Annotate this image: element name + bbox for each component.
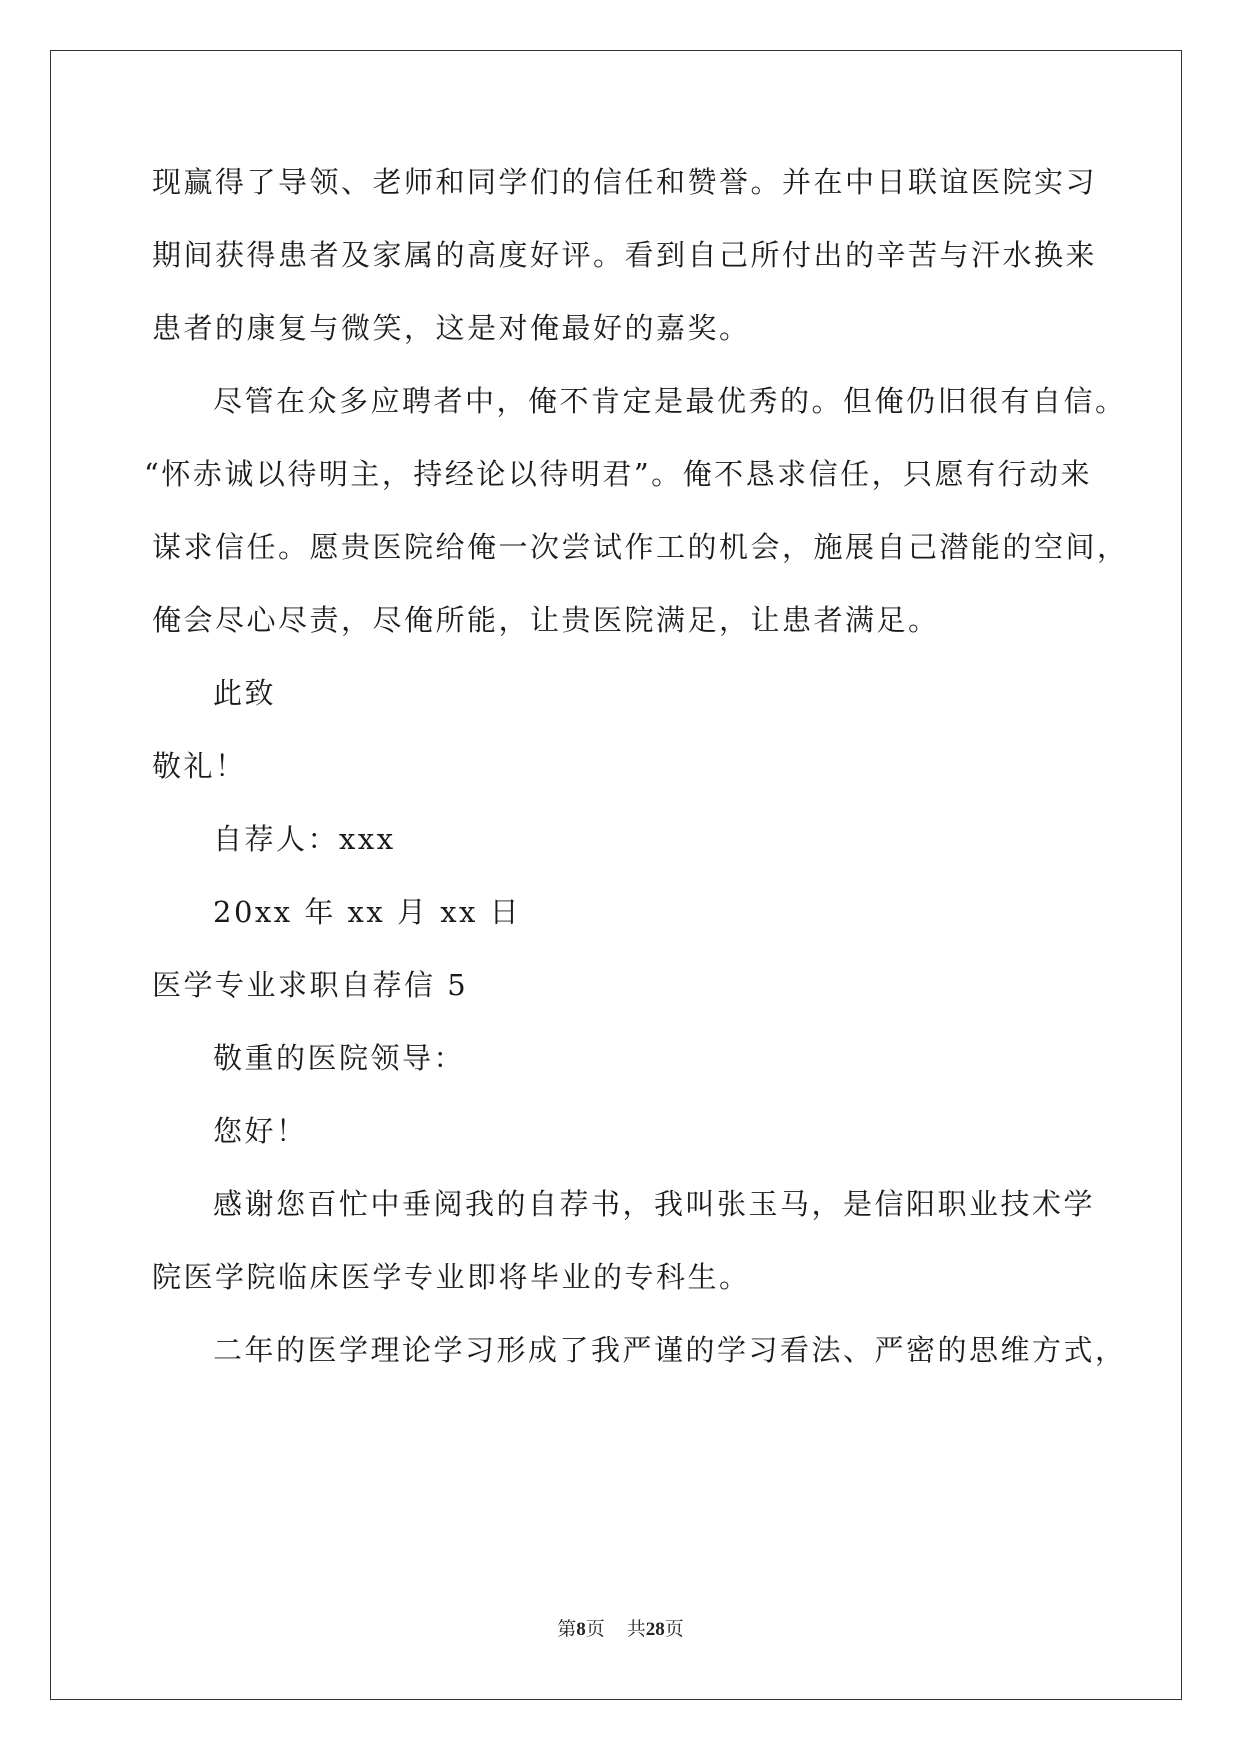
greeting-line: 敬重的医院领导： (213, 1041, 466, 1075)
footer-total-suffix: 页 (664, 1619, 684, 1640)
footer-total-prefix: 共 (626, 1619, 646, 1640)
closing-regards: 敬礼！ (152, 749, 247, 783)
paragraph-line: 二年的医学理论学习形成了我严谨的学习看法、严密的思维方式， (213, 1333, 1127, 1367)
section-heading: 医学专业求职自荐信 5 (152, 968, 469, 1002)
paragraph-line: 期间获得患者及家属的高度好评。看到自己所付出的辛苦与汗水换来 (152, 238, 1098, 272)
paragraph-line: 感谢您百忙中垂阅我的自荐书，我叫张玉马，是信阳职业技术学 (213, 1187, 1096, 1221)
paragraph-line: 尽管在众多应聘者中，俺不肯定是最优秀的。但俺仍旧很有自信。 (213, 384, 1127, 418)
greeting-hello: 您好！ (213, 1114, 308, 1148)
closing-salutation: 此致 (213, 676, 277, 710)
page-border (50, 50, 1182, 1700)
paragraph-line: 现赢得了导领、老师和同学们的信任和赞誉。并在中日联谊医院实习 (152, 165, 1098, 199)
paragraph-line: 院医学院临床医学专业即将毕业的专科生。 (152, 1260, 751, 1294)
current-page-number: 8 (576, 1619, 586, 1640)
paragraph-line: 谋求信任。愿贵医院给俺一次尝试作工的机会，施展自己潜能的空间， (152, 530, 1129, 564)
paragraph-line: 俺会尽心尽责，尽俺所能，让贵医院满足，让患者满足。 (152, 603, 940, 637)
footer-page-suffix: 页 (585, 1619, 605, 1640)
total-pages-number: 28 (645, 1619, 665, 1640)
date-line: 20xx 年 xx 月 xx 日 (213, 895, 522, 929)
footer-prefix: 第 (557, 1619, 577, 1640)
paragraph-line: 患者的康复与微笑，这是对俺最好的嘉奖。 (152, 311, 751, 345)
paragraph-line: “怀赤诚以待明主，持经论以待明君”。俺不恳求信任，只愿有行动来 (144, 457, 1093, 491)
page-footer (0, 1614, 1241, 1641)
signature-line: 自荐人：xxx (213, 822, 396, 856)
